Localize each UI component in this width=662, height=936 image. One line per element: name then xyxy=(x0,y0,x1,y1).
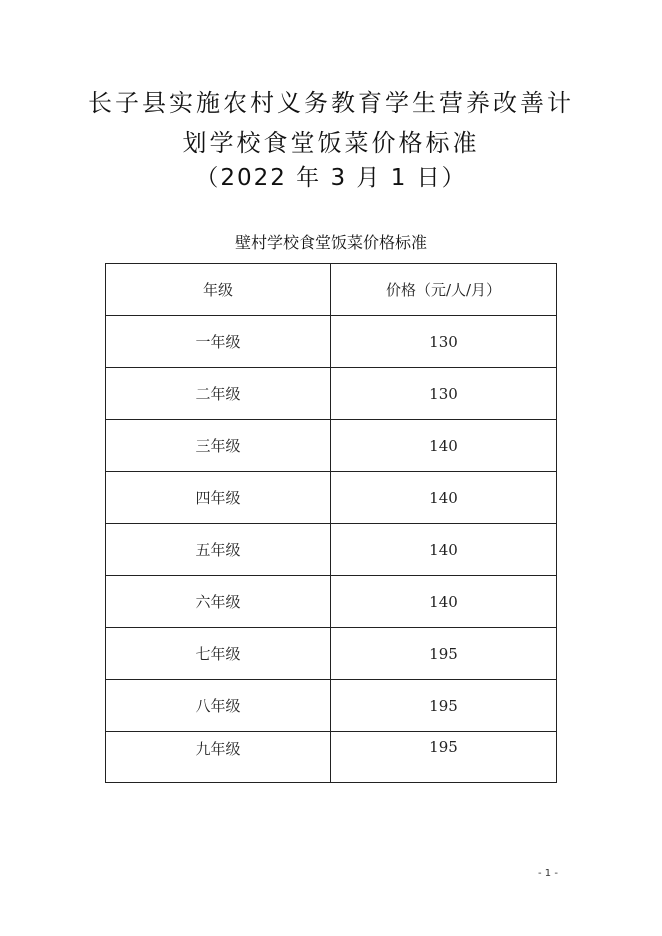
table-row xyxy=(106,368,557,420)
price-cell: 195 xyxy=(331,732,557,783)
table-row xyxy=(106,524,557,576)
grade-cell: 八年级 xyxy=(106,680,331,732)
price-cell: 140 xyxy=(331,576,557,628)
grade-column-header: 年级 xyxy=(106,264,331,316)
price-cell: 140 xyxy=(331,524,557,576)
price-cell: 140 xyxy=(331,420,557,472)
grade-cell: 二年级 xyxy=(106,368,331,420)
price-table xyxy=(105,263,557,783)
table-row xyxy=(106,680,557,732)
table-row xyxy=(106,628,557,680)
grade-cell: 三年级 xyxy=(106,420,331,472)
grade-cell: 七年级 xyxy=(106,628,331,680)
price-cell: 130 xyxy=(331,368,557,420)
table-row xyxy=(106,576,557,628)
table-row xyxy=(106,316,557,368)
price-cell: 195 xyxy=(331,680,557,732)
document-date: （2022 年 3 月 1 日） xyxy=(195,165,467,191)
price-cell: 195 xyxy=(331,628,557,680)
table-row xyxy=(106,420,557,472)
grade-cell: 一年级 xyxy=(106,316,331,368)
table-title: 壁村学校食堂饭菜价格标准 xyxy=(234,233,427,252)
grade-cell: 六年级 xyxy=(106,576,331,628)
document-title-line-1: 长子县实施农村义务教育学生营养改善计 xyxy=(88,89,574,117)
page-number: - 1 - xyxy=(538,868,558,879)
price-cell: 140 xyxy=(331,472,557,524)
grade-cell: 九年级 xyxy=(106,732,331,783)
grade-cell: 四年级 xyxy=(106,472,331,524)
document-title-line-2: 划学校食堂饭菜价格标准 xyxy=(182,129,480,157)
table-header-row xyxy=(106,264,557,316)
price-column-header: 价格（元/人/月） xyxy=(331,264,557,316)
price-cell: 130 xyxy=(331,316,557,368)
grade-cell: 五年级 xyxy=(106,524,331,576)
table-row xyxy=(106,472,557,524)
table-row xyxy=(106,732,557,783)
